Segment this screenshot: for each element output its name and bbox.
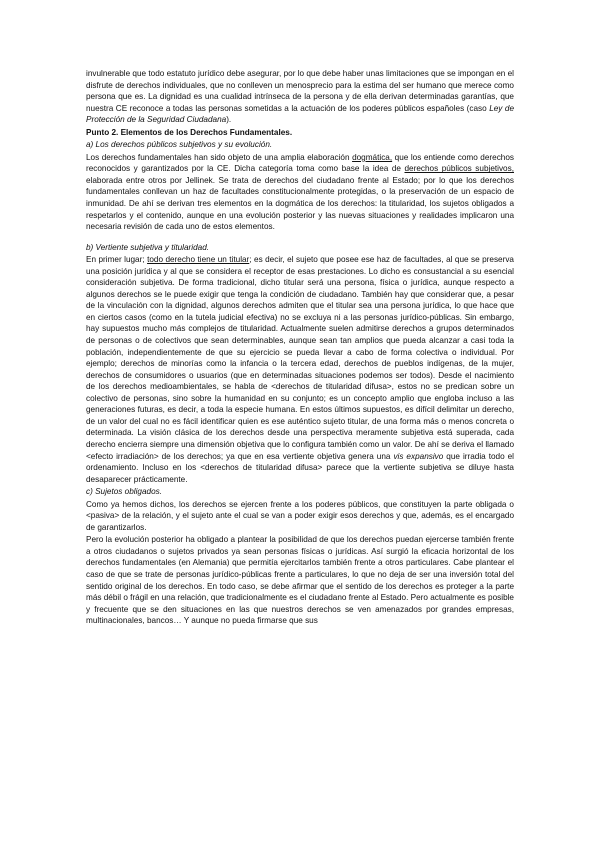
subheading-a: a) Los derechos públicos subjetivos y su evolución. xyxy=(86,140,273,150)
intro-paragraph xyxy=(86,68,514,126)
paragraph-b-text-3: que irradia todo el ordenamiento. Incluso en los <derechos de titularidad difusa> parece que la vertiente subjetiva se diluye hasta desaparecer prácticamente. xyxy=(86,451,514,484)
subheading-c: c) Sujetos obligados. xyxy=(86,487,163,497)
paragraph-b-text-1: En primer lugar; xyxy=(86,255,148,265)
paragraph-c1: Como ya hemos dichos, los derechos se ejercen frente a los poderes públicos, que constituyen la parte obligada o <pasiva> de la relación, y el sujeto ante el cual se van a poder exigir esos derechos y que, además, es el encargado de garantizarlos. xyxy=(86,499,514,532)
italic-vis-expansivo: vis expansivo xyxy=(393,451,444,461)
paragraph-c2: Pero la evolución posterior ha obligado a plantear la posibilidad de que los derechos puedan ejercerse también frente a otros ciudadanos o sujetos privados ya sean personas físicas o jurídicas. Así surgió la eficacia horizontal de los derechos fundamentales (en Alemania) que permitía ejercitarlos también frente a otros particulares. Cabe plantear el caso de que se trate de personas jurídico-públicas frente a particulares, lo que no deja de ser una inversión total del sentido original de los derechos. En todo caso, se debe afirmar que el sentido de los derechos es proteger a la parte más débil o frágil en una relación, que tradicionalmente es el ciudadano frente al Estado. Pero actualmente es posible y frecuente que se den situaciones en las que nuestros derechos se ven amenazados por grandes empresas, multinacionales, bancos… Y aunque no pueda firmarse que sus xyxy=(86,535,514,626)
intro-text-1: invulnerable que todo estatuto jurídico debe asegurar, por lo que debe haber unas limitaciones que se impongan en el disfrute de derechos individuales, que no conlleven un menosprecio para la estima del ser humano que merece como persona que es. La dignidad es una cualidad intrínseca de la persona y de ella derivan determinadas garantías, que nuestra CE reconoce a todas las personas sometidas a la actuación de los poderes públicos españoles (caso xyxy=(86,69,514,113)
intro-text-2: ). xyxy=(226,115,232,125)
underlined-derechos-publicos: derechos públicos subjetivos, xyxy=(404,164,514,174)
paragraph-b xyxy=(86,254,514,485)
paragraph-b-text-2: ; es decir, el sujeto que posee ese haz de facultades, al que se preserva una posición jurídica y al que se considera el receptor de esas prestaciones. Lo dicho es consustancial a su esencial consideración subjetiva. De forma tradicional, dicho titular será una persona, física o jurídica, aunque respecto a algunos derechos se le puede exigir que tenga la condición de ciudadano. También hay que considerar que, a pesar de la vinculación con la dignidad, algunos derechos admiten que el titular sea una persona jurídica, lo que hace que en ciertos casos (como en la tutela judicial efectiva) no se excluya ni a las personas jurídico-públicas. Sin embargo, hay supuestos mucho más complejos de titularidad. Actualmente suelen admitirse derechos a grupos determinados de personas o de colectivos que sean determinables, aunque sean tan amplios que pueda alcanzar a casi toda la población, independientemente de que su ejercicio se pueda llevar a cabo de forma colectiva o individual. Por ejemplo; derechos de minorías como la infancia o la tercera edad, derechos de pueblos indígenas, de la mujer, derechos de consumidores o usuarios (que en determinadas situaciones podemos ser todos). Desde el nacimiento de los derechos medioambientales, se habla de <derechos de titularidad difusa>, estos no se predican sobre un colectivo de personas, sino sobre la humanidad en su conjunto; es un concepto amplio que engloba incluso a las generaciones futuras, es decir, a toda la especie humana. En estos últimos supuestos, es difícil delimitar un derecho, de un valor del cual no es fácil identificar quien es ese auténtico sujeto titular, de una forma más o menos concreta o determinada. La visión clásica de los derechos desde una perspectiva meramente subjetiva está superada, cada derecho encierra siempre una dimensión objetiva que lo configura también como un valor. De ahí se deriva el llamado <efecto irradiación> de los derechos; ya que en esa vertiente objetiva genera una xyxy=(86,255,514,461)
paragraph-a-text-3: elaborada entre otros por Jellinek. Se trata de derechos del ciudadano frente al Estado; por lo que los derechos fundamentales conllevan un haz de facultades constitucionalmente protegidas, o la preservación de un espacio de inmunidad. De ahí se derivan tres elementos en la dogmática de los derechos: la titularidad, los sujetos obligados a respetarlos y el contenido, aunque en una evolución posterior y las nuevas situaciones y realidades implicaron una necesaria revisión de cada uno de estos elementos. xyxy=(86,175,514,232)
paragraph-a xyxy=(86,152,514,233)
underlined-titular: todo derecho tiene un titular xyxy=(147,255,250,265)
section-heading: Punto 2. Elementos de los Derechos Fundamentales. xyxy=(86,127,293,137)
paragraph-a-text-1: Los derechos fundamentales han sido objeto de una amplia elaboración xyxy=(86,152,353,162)
intro-law-title: Ley de Protección de la Seguridad Ciudadana xyxy=(86,103,514,125)
document-page xyxy=(86,68,514,628)
underlined-dogmatica: dogmática, xyxy=(352,152,393,162)
paragraph-a-text-2: que los entiende como derechos reconocidos y garantizados por la CE. Dicha categoría toma como base la idea de xyxy=(86,152,514,174)
subheading-b: b) Vertiente subjetiva y titularidad. xyxy=(86,242,210,252)
